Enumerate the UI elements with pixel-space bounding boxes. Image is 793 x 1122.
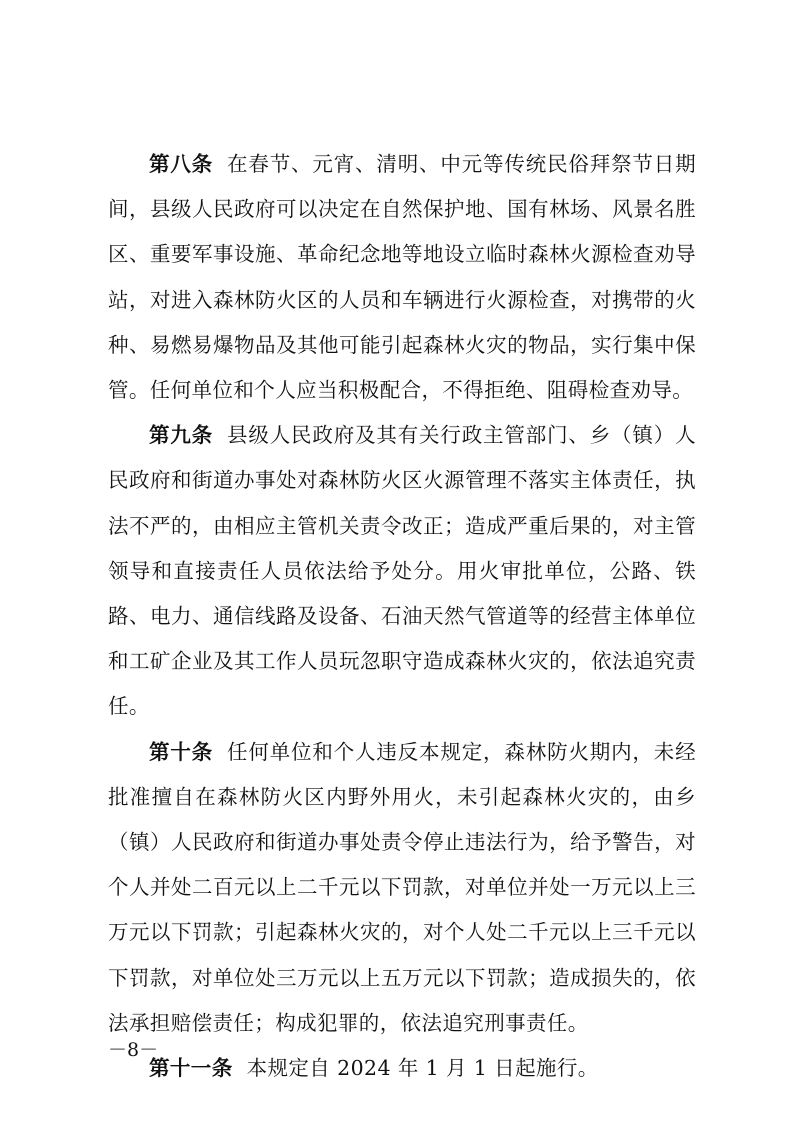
page-number: －8－ <box>108 1039 159 1061</box>
article-title: 第十一条 <box>149 1056 233 1081</box>
article-text: 本规定自 2024 年 1 月 1 日起施行。 <box>246 1056 599 1081</box>
article-text: 在春节、元宵、清明、中元等传统民俗拜祭节日期间，县级人民政府可以决定在自然保护地、国有林场、风景名胜区、重要军事设施、革命纪念地等地设立临时森林火源检查劝导站，对进入森林防火区的人员和车辆进行火源检查，对携带的火种、易燃易爆物品及其他可能引起森林火灾的物品，实行集中保管。任何单位和个人应当积极配合，不得拒绝、阻碍检查劝导。 <box>108 152 696 403</box>
article-8 <box>108 142 696 413</box>
article-title: 第十条 <box>149 739 214 764</box>
article-10 <box>108 730 696 1046</box>
article-11 <box>108 1046 696 1091</box>
article-text: 任何单位和个人违反本规定，森林防火期内，未经批准擅自在森林防火区内野外用火，未引起森林火灾的，由乡（镇）人民政府和街道办事处责令停止违法行为，给予警告，对个人并处二百元以上二千元以下罚款，对单位并处一万元以上三万元以下罚款；引起森林火灾的，对个人处二千元以上三千元以下罚款，对单位处三万元以上五万元以下罚款；造成损失的，依法承担赔偿责任；构成犯罪的，依法追究刑事责任。 <box>108 739 696 1035</box>
article-title: 第九条 <box>149 423 214 448</box>
document-body <box>108 142 696 1091</box>
article-title: 第八条 <box>149 152 214 176</box>
article-9 <box>108 413 696 729</box>
article-text: 县级人民政府及其有关行政主管部门、乡（镇）人民政府和街道办事处对森林防火区火源管理不落实主体责任，执法不严的，由相应主管机关责令改正；造成严重后果的，对主管领导和直接责任人员依法给予处分。用火审批单位，公路、铁路、电力、通信线路及设备、石油天然气管道等的经营主体单位和工矿企业及其工作人员玩忽职守造成森林火灾的，依法追究责任。 <box>108 423 696 719</box>
